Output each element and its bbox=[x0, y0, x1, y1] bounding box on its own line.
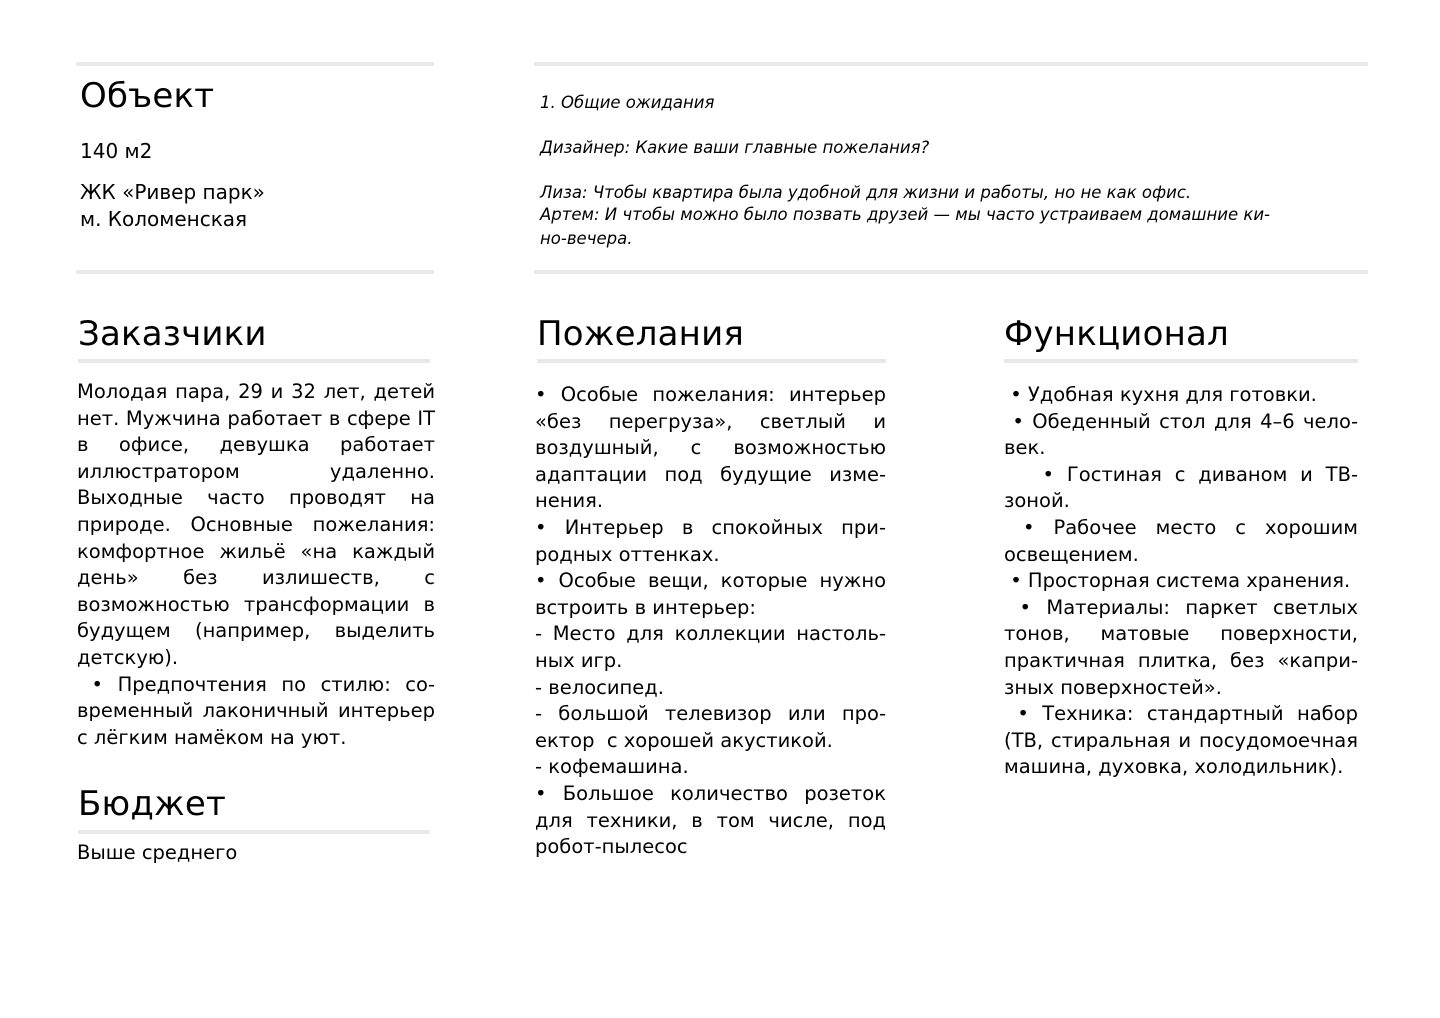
interview-bottom-rule bbox=[534, 270, 1368, 274]
wishes-item-colors: • Интерьер в спокойных природных оттенках. bbox=[535, 515, 886, 566]
functional-item-appliances: • Техника: стандартный набор (ТВ, стиральная и посудомоечная машина, духовка, холодильник). bbox=[1004, 702, 1365, 779]
interview-section: 1. Общие ожидания bbox=[540, 93, 715, 112]
object-area: 140 м2 bbox=[80, 139, 153, 163]
functional-list bbox=[1004, 382, 1365, 781]
object-bottom-rule bbox=[76, 270, 434, 274]
wishes-item-special: • Особые пожелания: интерьер «без перегруза», светлый и воздушный, с возможностью адаптации под будущие изменения. bbox=[535, 383, 886, 513]
wishes-item-board-games: - Место для коллекции настольных игр. bbox=[535, 622, 886, 672]
wishes-item-sockets: • Большое количество розеток для техники, в том числе, под робот-пылесос bbox=[535, 781, 886, 859]
wishes-item-coffee: - кофемашина. bbox=[535, 755, 689, 779]
functional-heading-underline bbox=[1004, 359, 1358, 363]
object-heading: Объект bbox=[80, 76, 215, 116]
clients-text: Молодая пара, 29 и 32 лет, детей нет. Мужчина работает в сфере IT в офисе, девушка работает иллюстратором удаленно. Выходные часто проводят на природе. Основные пожелания: комфортное жильё «на каждый день» без излишеств, с возможностью трансформации в будущем (например, выделить детскую). bbox=[77, 380, 435, 669]
wishes-list bbox=[535, 382, 886, 861]
wishes-heading: Пожелания bbox=[537, 314, 745, 354]
clients-description bbox=[77, 379, 442, 751]
functional-item-workspace: • Рабочее место с хорошим освещением. bbox=[1004, 515, 1365, 566]
functional-item-living: • Гостиная с диваном и ТВ-зоной. bbox=[1004, 462, 1358, 513]
interview-question: Дизайнер: Какие ваши главные пожелания? bbox=[540, 138, 930, 157]
object-top-rule bbox=[76, 62, 434, 66]
object-metro: м. Коломенская bbox=[80, 207, 248, 231]
interview-top-rule bbox=[534, 62, 1368, 66]
object-complex: ЖК «Ривер парк» bbox=[80, 180, 265, 204]
budget-value: Выше среднего bbox=[77, 841, 238, 864]
budget-heading-underline bbox=[78, 830, 430, 834]
interview-answer-liza: Лиза: Чтобы квартира была удобной для жизни и работы, но не как офис. bbox=[540, 183, 1192, 202]
functional-heading: Функционал bbox=[1004, 314, 1229, 354]
functional-item-dining: • Обеденный стол для 4–6 человек. bbox=[1004, 409, 1358, 460]
wishes-item-bicycle: - велосипед. bbox=[535, 675, 664, 699]
functional-item-materials: • Материалы: паркет светлых тонов, матовые поверхности, практичная плитка, без «капризных поверхностей». bbox=[1004, 595, 1365, 699]
functional-item-kitchen: • Удобная кухня для готовки. bbox=[1004, 383, 1317, 406]
interview-answer-artem-continued: но-вечера. bbox=[540, 229, 633, 248]
clients-style-preference: • Предпочтения по стилю: современный лаконичный интерьер с лёгким намёком на уют. bbox=[77, 672, 442, 749]
clients-heading-underline bbox=[78, 359, 430, 363]
budget-heading: Бюджет bbox=[78, 784, 227, 824]
wishes-item-tv: - большой телевизор или проектор с хорошей акустикой. bbox=[535, 702, 886, 752]
interview-answer-artem: Артем: И чтобы можно было позвать друзей — мы часто устраиваем домашние ки- bbox=[540, 205, 1270, 224]
clients-heading: Заказчики bbox=[78, 314, 267, 354]
wishes-heading-underline bbox=[537, 359, 886, 363]
wishes-item-built-in: • Особые вещи, которые нужно встроить в интерьер: bbox=[535, 569, 886, 619]
functional-item-storage: • Просторная система хранения. bbox=[1004, 569, 1351, 593]
